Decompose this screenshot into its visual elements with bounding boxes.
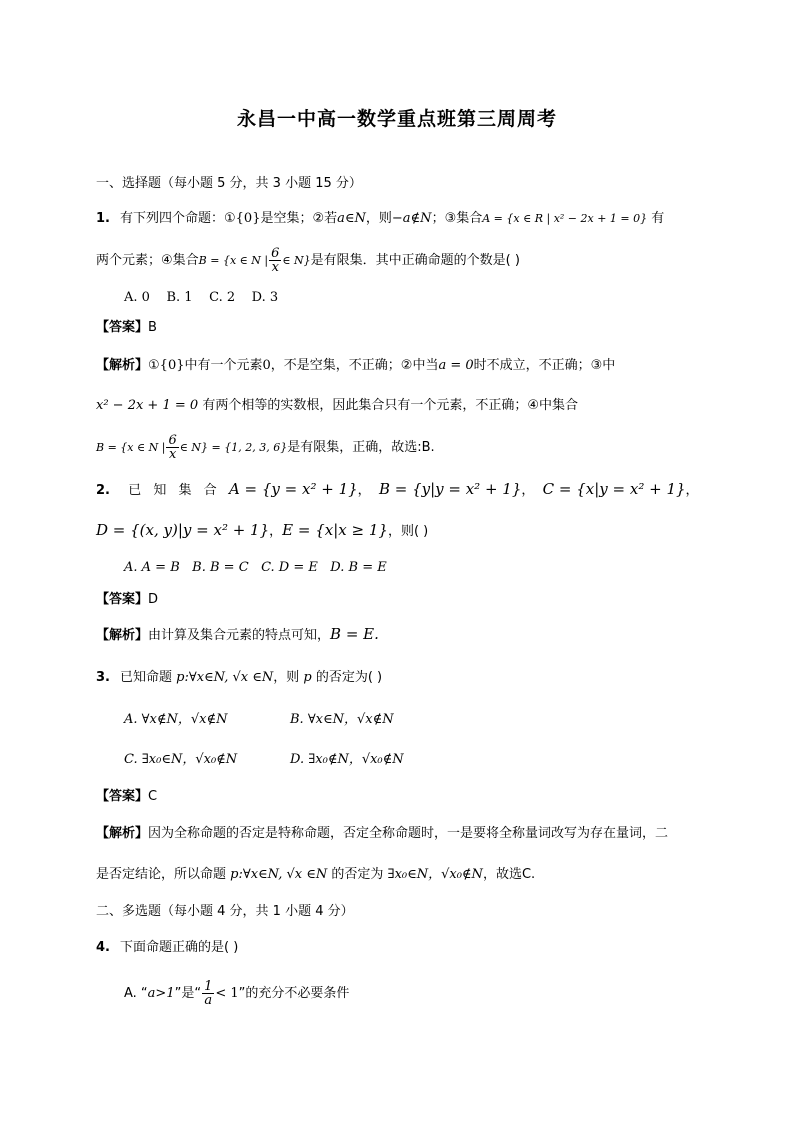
q1-math: A = {x ∈ R | x² − 2x + 1 = 0} (482, 212, 648, 225)
q1-text: 两个元素；④集合 (96, 253, 199, 268)
q3-analysis-text: 因为全称命题的否定是特称命题，否定全称命题时，一是要将全称量词改写为存在量词，二 (148, 826, 669, 841)
q3-p: p (303, 670, 312, 685)
q1-text: 有 (651, 211, 665, 226)
answer-label: 【答案】 (96, 320, 149, 335)
q3-analysis-text: 的否定为 (331, 867, 384, 882)
q1-analysis-text: 时不成立，不正确；③中 (473, 358, 616, 373)
q4-frac-den: a (204, 993, 213, 1008)
q3-text: 的否定为( ) (315, 670, 383, 685)
q3-analysis-text: ，故选C. (482, 867, 536, 882)
q3-options-row-1 (124, 710, 394, 730)
answer-label: 【答案】 (96, 592, 149, 607)
q1-number: 1. (96, 211, 110, 226)
q4-opt-text: A. “ (124, 986, 148, 1001)
q2-set-d: D = {(x, y)|y = x² + 1} (96, 521, 270, 539)
q1-math: ∈ N} (282, 254, 311, 267)
q3-text: 已知命题 (120, 670, 173, 685)
q1-text: 有下列四个命题：① (120, 211, 236, 226)
q1-analysis-text: ，不是空集，不正确；②中当 (270, 358, 439, 373)
q3-option-c: C. ∃x₀∈N，√x₀∉N (124, 752, 238, 767)
q4-line-1 (96, 938, 238, 958)
analysis-label: 【解析】 (96, 628, 149, 643)
q2-set-b: B = {y|y = x² + 1} (378, 480, 522, 498)
q2-option-b: B. B = C (192, 560, 249, 575)
section-heading-1: 一、选择题（每小题 5 分，共 3 小题 15 分） (96, 176, 362, 191)
q3-analysis-1 (96, 824, 668, 844)
q4-option-a (124, 980, 349, 1007)
q2-set-a: A = {y = x² + 1} (228, 480, 358, 498)
q1-analysis-text: ① (148, 358, 160, 373)
q3-line-1 (96, 668, 382, 688)
answer-label: 【答案】 (96, 789, 149, 804)
q2-options (124, 558, 387, 578)
q4-opt-math: < 1 (215, 986, 239, 1001)
q3-option-b: B. ∀x∈N，√x∉N (290, 712, 394, 727)
q1-analysis-fraction (166, 434, 178, 461)
q1-text: ，则 (365, 211, 392, 226)
q1-analysis-math: {0} (159, 358, 185, 373)
q1-line-1 (96, 209, 664, 229)
q4-fraction (202, 980, 214, 1007)
q1-option-c: C. 2 (209, 290, 236, 305)
answer-value: C (148, 789, 158, 804)
q1-math: {0} (235, 211, 261, 226)
q2-analysis-text: 由计算及集合元素的特点可知， (148, 628, 331, 643)
q1-option-a: A. 0 (124, 290, 150, 305)
q1-option-d: D. 3 (251, 290, 279, 305)
q4-opt-text: ”的充分不必要条件 (238, 986, 350, 1001)
q1-math: a∈N (337, 211, 366, 226)
answer-value: D (148, 592, 159, 607)
q4-opt-math: a>1 (147, 986, 175, 1001)
q2-set-c: C = {x|y = x² + 1} (542, 480, 686, 498)
q3-analysis-text: 是否定结论，所以命题 (96, 867, 227, 882)
q1-analysis-math: x² − 2x + 1 = 0 (96, 398, 199, 413)
q2-set-e: E = {x|x ≥ 1} (282, 521, 388, 539)
q3-analysis-2 (96, 865, 535, 885)
q1-analysis-text: 中有一个元素 (184, 358, 263, 373)
q3-analysis-math: ∃x₀∈N，√x₀∉N (387, 867, 483, 882)
answer-value: B (148, 320, 157, 335)
q1-analysis-math: ∈ N} = {1, 2, 3, 6} (179, 441, 288, 454)
q1-math: B = {x ∈ N | (198, 254, 269, 267)
q1-analysis-text: 是有限集，正确，故选:B. (287, 440, 435, 455)
q3-number: 3. (96, 670, 110, 685)
q2-line-2: D = {(x, y)|y = x² + 1}，E = {x|x ≥ 1}，则( ) (96, 521, 429, 539)
q4-frac-num: 1 (204, 979, 213, 994)
q2-option-c: C. D = E (261, 560, 318, 575)
q1-analysis-math: B = {x ∈ N | (96, 441, 166, 454)
q1-answer (96, 318, 157, 338)
q1-frac-num: 6 (271, 246, 280, 261)
analysis-label: 【解析】 (96, 358, 149, 373)
q1-text: 是空集；②若 (260, 211, 338, 226)
q1-analysis-math: 0 (262, 358, 271, 373)
q1-options (124, 288, 278, 308)
q2-text: ，则( ) (387, 524, 429, 539)
q1-option-b: B. 1 (166, 290, 193, 305)
q3-option-d: D. ∃x₀∉N，√x₀∉N (290, 752, 404, 767)
q4-number: 4. (96, 940, 110, 955)
page-title: 永昌一中高一数学重点班第三周周考 (236, 108, 557, 130)
q3-options-row-2 (124, 750, 404, 770)
q2-answer (96, 590, 158, 610)
q2-line-1: 2. 已 知 集 合 A = {y = x² + 1}， B = {y|y = x² + 1}， C = {x|y = x² + 1}， (96, 479, 699, 501)
q4-opt-text: ”是“ (174, 986, 202, 1001)
q3-proposition: p:∀x∈N, √x ∈N (176, 670, 274, 685)
q2-text: 已 知 集 合 (128, 483, 221, 498)
q1-frac-den: x (271, 260, 279, 275)
q2-number: 2. (96, 483, 110, 498)
q1-text: ；③集合 (431, 211, 483, 226)
q3-option-a: A. ∀x∉N，√x∉N (124, 712, 228, 727)
q1-analysis-3 (96, 434, 435, 461)
q2-analysis (96, 624, 379, 646)
q4-text: 下面命题正确的是( ) (120, 940, 239, 955)
q1-math: −a∉N (391, 211, 432, 226)
q1-fraction (269, 247, 281, 274)
q1-analysis-frac-num: 6 (168, 433, 177, 448)
section-heading-2: 二、多选题（每小题 4 分，共 1 小题 4 分） (96, 904, 354, 919)
q2-option-a: A. A = B (124, 560, 180, 575)
q1-analysis-1 (96, 356, 615, 376)
q2-option-d: D. B = E (330, 560, 387, 575)
analysis-label: 【解析】 (96, 826, 149, 841)
q1-analysis-frac-den: x (168, 447, 177, 462)
q1-text: 是有限集．其中正确命题的个数是( ) (310, 253, 520, 268)
q3-text: ，则 (273, 670, 300, 685)
q1-analysis-text: 有两个相等的实数根，因此集合只有一个元素，不正确；④中集合 (202, 398, 578, 413)
q1-line-2 (96, 247, 520, 274)
q1-analysis-2 (96, 396, 578, 416)
q2-analysis-math: B = E. (330, 625, 379, 643)
q1-analysis-math: a = 0 (438, 358, 474, 373)
q3-answer (96, 787, 157, 807)
q3-analysis-math: p:∀x∈N, √x ∈N (230, 867, 328, 882)
